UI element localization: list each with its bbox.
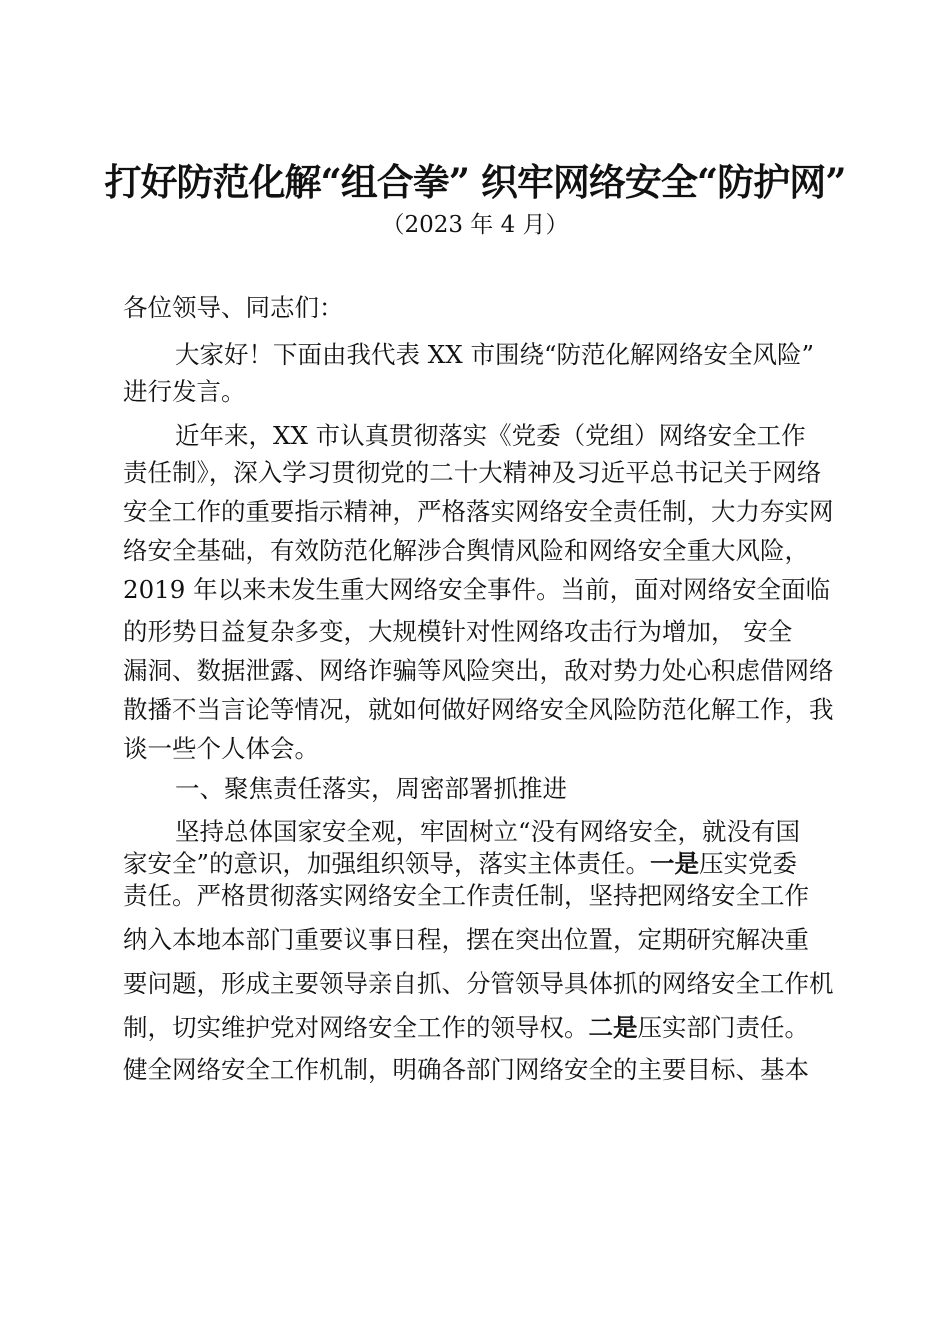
salutation: 各位领导、同志们： <box>123 293 344 322</box>
emphasis-first: 一是 <box>650 849 700 878</box>
paragraph-line <box>123 1013 809 1042</box>
paragraph-line: 近年来，XX 市认真贯彻落实《党委（党组）网络安全工作 <box>175 421 806 450</box>
emphasis-second: 二是 <box>588 1013 638 1042</box>
paragraph-line: 大家好！下面由我代表 XX 市围绕“防范化解网络安全风险” <box>175 340 815 369</box>
document-title: 打好防范化解“组合拳” 织牢网络安全“防护网” <box>104 160 846 204</box>
paragraph-line: 漏洞、数据泄露、网络诈骗等风险突出，敌对势力处心积虑借网络 <box>123 656 834 685</box>
paragraph-line: 络安全基础，有效防范化解涉合舆情风险和网络安全重大风险， <box>123 536 809 565</box>
paragraph-line: 责任制》，深入学习贯彻党的二十大精神及习近平总书记关于网络 <box>123 458 822 487</box>
paragraph-line: 散播不当言论等情况，就如何做好网络安全风险防范化解工作，我 <box>123 695 834 724</box>
document-date: （2023 年 4 月） <box>381 212 569 238</box>
paragraph-text: 制，切实维护党对网络安全工作的领导权。 <box>123 1013 589 1042</box>
paragraph-line: 要问题，形成主要领导亲自抓、分管领导具体抓的网络安全工作机 <box>123 969 834 998</box>
paragraph-text: 压实部门责任。 <box>637 1013 809 1042</box>
paragraph-line <box>123 849 798 878</box>
paragraph-line: 坚持总体国家安全观，牢固树立“没有网络安全，就没有国 <box>175 817 801 846</box>
paragraph-line: 的形势日益复杂多变，大规模针对性网络攻击行为增加， 安全 <box>123 617 793 646</box>
paragraph-line: 2019 年以来未发生重大网络安全事件。当前，面对网络安全面临 <box>123 575 831 604</box>
paragraph-line: 谈一些个人体会。 <box>123 734 319 763</box>
paragraph-line: 健全网络安全工作机制，明确各部门网络安全的主要目标、基本 <box>123 1055 809 1084</box>
paragraph-text: 压实党委 <box>699 849 798 878</box>
paragraph-line: 进行发言。 <box>123 377 246 406</box>
paragraph-line: 责任。严格贯彻落实网络安全工作责任制，坚持把网络安全工作 <box>123 881 809 910</box>
section-heading: 一、聚焦责任落实，周密部署抓推进 <box>175 774 567 803</box>
paragraph-text: 家安全”的意识，加强组织领导，落实主体责任。 <box>123 849 651 878</box>
paragraph-line: 纳入本地本部门重要议事日程，摆在突出位置，定期研究解决重 <box>123 925 809 954</box>
paragraph-line: 安全工作的重要指示精神，严格落实网络安全责任制，大力夯实网 <box>123 497 834 526</box>
